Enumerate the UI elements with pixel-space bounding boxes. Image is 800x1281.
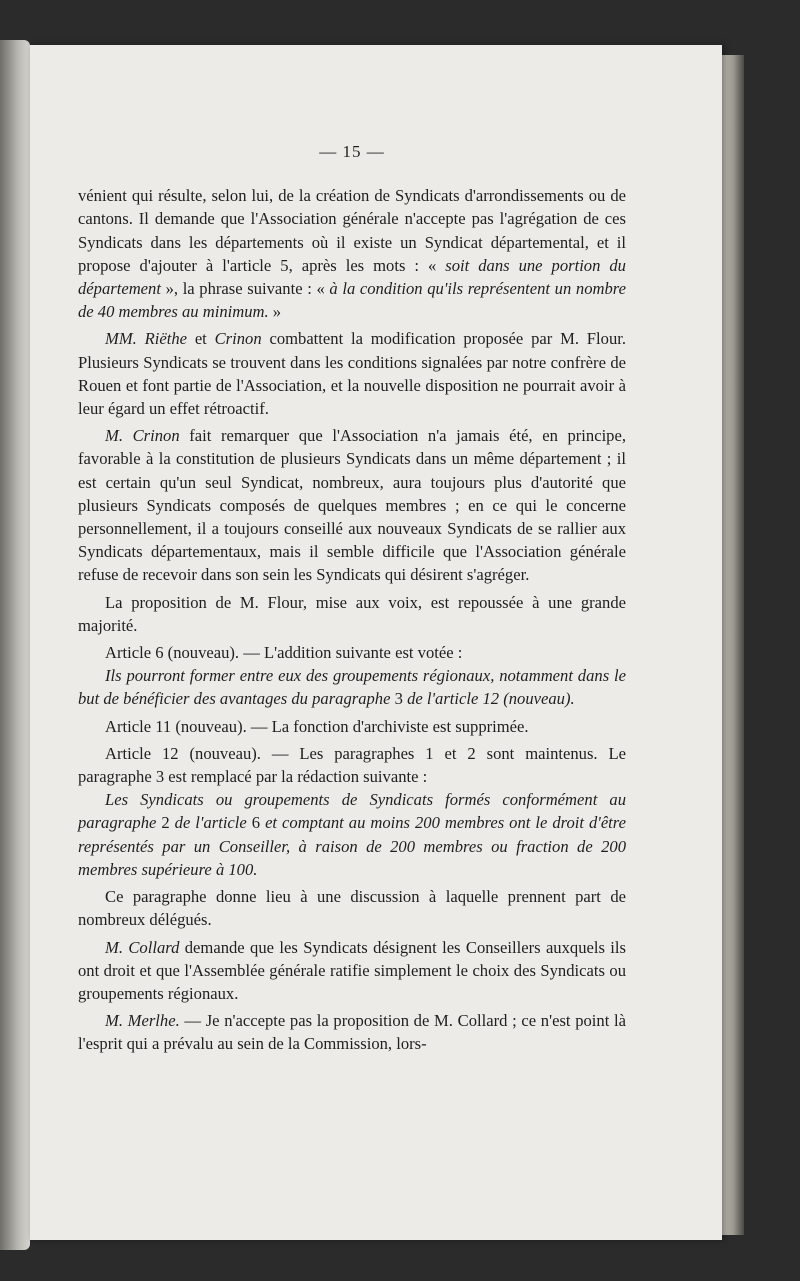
- speaker-name: Crinon: [214, 329, 262, 349]
- text-segment: fait remarquer que l'Association n'a jamais été, en principe, favorable à la constitution de plusieurs Syndicats dans un même département ; il est certain qu'un seul Syndicat, nombreux, aura toujours plus d'autorité que plusieurs Syndicats composés de quelques membres ; en ce qui le concerne personnellement, il a toujours conseillé aux nouveaux Syndicats de se rallier aux Syndicats départementaux, mais il semble difficile que l'Association générale refuse de recevoir dans son sein les Syndicats qui désirent s'agréger.: [78, 426, 626, 585]
- text-segment: demande que les Syndicats désignent les Conseillers auxquels ils ont droit et que l'Assemblée générale ratifie simplement le choix des Syndicats ou groupements régionaux.: [78, 937, 626, 1003]
- paragraph-p9: [78, 788, 626, 881]
- text-segment: 3: [390, 689, 408, 709]
- paragraph-p6: [78, 664, 626, 710]
- text-segment: — Je n'accepte pas la proposition de M. Collard ; ce n'est point là l'esprit qui a prévalu au sein de la Commission, lors-: [78, 1011, 626, 1054]
- paragraph-p12: [78, 1009, 626, 1055]
- text-segment: combattent la modification proposée par M. Flour. Plusieurs Syndicats se trouvent dans les conditions signalées par notre confrère de Rouen et font partie de l'Association, et la nouvelle disposition ne pourrait avoir à leur égard un effet rétroactif.: [78, 329, 627, 419]
- page-number: — 15 —: [319, 142, 385, 161]
- paragraph-p1: [78, 184, 626, 323]
- speaker-name: M. Crinon: [105, 426, 180, 446]
- italic-segment: Ils pourront former entre eux des groupements régionaux, notamment dans le but de bénéficier des avantages du paragraphe: [78, 666, 626, 709]
- facing-page-edge: [0, 40, 30, 1250]
- paragraph-p2: [78, 327, 626, 420]
- paragraph-p3: [78, 424, 626, 586]
- page-text-block: [78, 140, 626, 1056]
- text-segment: », la phrase suivante : «: [160, 279, 330, 299]
- italic-segment: et comptant au moins 200 membres ont le droit d'être représentés par un Conseiller, à raison de 200 membres ou fraction de 200 membres supérieure à 100.: [78, 813, 627, 879]
- italic-segment: à la condition qu'ils représentent un nombre de 40 membres au minimum.: [78, 279, 626, 322]
- speaker-name: MM. Riëthe: [105, 329, 187, 349]
- speaker-name: M. Collard: [105, 937, 180, 957]
- text-segment: et: [187, 329, 215, 349]
- speaker-name: M. Merlhe.: [105, 1011, 180, 1031]
- text-segment: »: [268, 302, 282, 322]
- italic-segment: de l'article: [174, 813, 247, 833]
- text-segment: 6: [246, 813, 266, 833]
- text-segment: Article 11 (nouveau). — La fonction d'archiviste est supprimée.: [105, 716, 529, 736]
- text-segment: La proposition de M. Flour, mise aux voix, est repoussée à une grande majorité.: [78, 592, 626, 635]
- paragraph-p8: [78, 742, 626, 788]
- paragraph-p11: [78, 936, 626, 1006]
- italic-segment: soit dans une portion du département: [78, 255, 626, 299]
- text-segment: Article 6 (nouveau). — L'addition suivante est votée :: [105, 643, 463, 663]
- text-segment: vénient qui résulte, selon lui, de la création de Syndicats d'arrondissements ou de cantons. Il demande que l'Association générale n'accepte pas l'agrégation de ces Syndicats dans les départements où il existe un Syndicat départemental, et il propose d'ajouter à l'article 5, après les mots : «: [78, 186, 626, 275]
- paragraph-p5: [78, 641, 626, 664]
- paragraph-p7: [78, 715, 626, 738]
- paragraph-p10: [78, 885, 626, 931]
- italic-segment: Les Syndicats ou groupements de Syndicats formés conformément au paragraphe: [78, 790, 626, 833]
- text-segment: 2: [156, 813, 175, 833]
- text-segment: Ce paragraphe donne lieu à une discussion à laquelle prennent part de nombreux délégués.: [78, 887, 626, 930]
- text-segment: Article 12 (nouveau). — Les paragraphes 1 et 2 sont maintenus. Le paragraphe 3 est remplacé par la rédaction suivante :: [78, 743, 626, 787]
- paragraph-p4: [78, 591, 626, 637]
- italic-segment: de l'article 12 (nouveau).: [407, 689, 575, 709]
